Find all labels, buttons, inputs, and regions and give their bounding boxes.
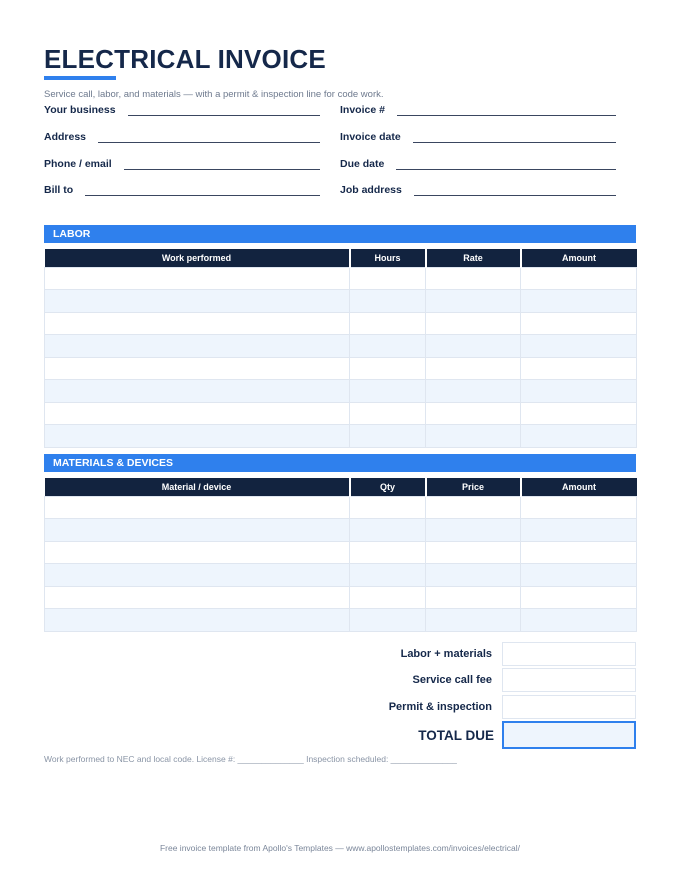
materials-cell[interactable]: [350, 519, 426, 542]
labor-cell[interactable]: [426, 425, 521, 448]
materials-cell[interactable]: [426, 609, 521, 632]
field-label: Job address: [340, 184, 402, 196]
field-your-business[interactable]: [44, 104, 320, 116]
field-line[interactable]: [98, 131, 320, 143]
labor-cell[interactable]: [350, 425, 426, 448]
summary-label: Service call fee: [412, 674, 492, 686]
column-header: Amount: [521, 478, 637, 496]
labor-cell[interactable]: [426, 357, 521, 380]
materials-cell[interactable]: [350, 564, 426, 587]
field-job-address[interactable]: [340, 184, 616, 196]
labor-cell[interactable]: [426, 380, 521, 403]
column-header: Price: [426, 478, 521, 496]
labor-header-row: [45, 249, 637, 267]
materials-cell[interactable]: [521, 541, 637, 564]
field-line[interactable]: [124, 158, 320, 170]
labor-cell[interactable]: [426, 402, 521, 425]
field-label: Invoice #: [340, 104, 385, 116]
materials-cell[interactable]: [426, 541, 521, 564]
field-label: Address: [44, 131, 87, 143]
materials-cell[interactable]: [521, 564, 637, 587]
labor-cell[interactable]: [350, 335, 426, 358]
labor-row: [45, 267, 637, 290]
materials-cell[interactable]: [350, 609, 426, 632]
labor-cell[interactable]: [45, 312, 350, 335]
field-line[interactable]: [128, 104, 320, 116]
labor-cell[interactable]: [521, 290, 637, 313]
materials-header-row: [45, 478, 637, 496]
labor-cell[interactable]: [45, 335, 350, 358]
field-line[interactable]: [85, 184, 320, 196]
template-credit: Free invoice template from Apollo's Templates — www.apollostemplates.com/invoices/electrical/: [159, 843, 521, 853]
labor-row: [45, 357, 637, 380]
summary-label: Labor + materials: [400, 648, 492, 660]
summary-labor-materials: [401, 642, 636, 666]
total-label: TOTAL DUE: [418, 727, 494, 743]
labor-cell[interactable]: [521, 357, 637, 380]
materials-row: [45, 519, 637, 542]
field-due-date[interactable]: [340, 158, 616, 170]
labor-cell[interactable]: [350, 290, 426, 313]
materials-cell[interactable]: [521, 519, 637, 542]
materials-cell[interactable]: [45, 609, 350, 632]
field-line[interactable]: [397, 104, 616, 116]
materials-cell[interactable]: [45, 564, 350, 587]
labor-row: [45, 335, 637, 358]
field-invoice-number[interactable]: [340, 104, 616, 116]
materials-cell[interactable]: [350, 496, 426, 519]
labor-cell[interactable]: [521, 402, 637, 425]
labor-cell[interactable]: [350, 380, 426, 403]
field-label: Invoice date: [340, 131, 401, 143]
materials-cell[interactable]: [426, 519, 521, 542]
page-title: ELECTRICAL INVOICE: [44, 44, 326, 74]
labor-table: [44, 249, 637, 448]
labor-cell[interactable]: [350, 402, 426, 425]
labor-section-header: LABOR: [44, 225, 636, 243]
field-address[interactable]: [44, 131, 320, 143]
summary-permit: [389, 695, 636, 719]
materials-row: [45, 564, 637, 587]
column-header: Qty: [350, 478, 426, 496]
column-header: Material / device: [45, 478, 350, 496]
materials-table: [44, 478, 637, 632]
labor-cell[interactable]: [45, 357, 350, 380]
labor-cell[interactable]: [350, 357, 426, 380]
footnote: Work performed to NEC and local code. License #: ______________ Inspection scheduled: ______________: [44, 754, 457, 764]
labor-row: [45, 425, 637, 448]
summary-value-box[interactable]: [502, 642, 636, 666]
labor-cell[interactable]: [350, 267, 426, 290]
summary-total: [418, 721, 636, 749]
materials-cell[interactable]: [426, 496, 521, 519]
summary-value-box[interactable]: [502, 668, 636, 692]
materials-cell[interactable]: [350, 586, 426, 609]
labor-row: [45, 290, 637, 313]
column-header: Work performed: [45, 249, 350, 267]
materials-row: [45, 496, 637, 519]
materials-cell[interactable]: [45, 586, 350, 609]
materials-row: [45, 609, 637, 632]
labor-cell[interactable]: [45, 267, 350, 290]
column-header: Amount: [521, 249, 637, 267]
field-label: Phone / email: [44, 158, 112, 170]
labor-cell[interactable]: [426, 290, 521, 313]
materials-cell[interactable]: [45, 519, 350, 542]
materials-cell[interactable]: [426, 586, 521, 609]
labor-cell[interactable]: [426, 267, 521, 290]
labor-cell[interactable]: [521, 425, 637, 448]
labor-cell[interactable]: [45, 290, 350, 313]
column-header: Rate: [426, 249, 521, 267]
labor-row: [45, 380, 637, 403]
materials-cell[interactable]: [521, 586, 637, 609]
field-line[interactable]: [414, 184, 616, 196]
summary-service-fee: [412, 668, 636, 692]
labor-cell[interactable]: [45, 425, 350, 448]
field-invoice-date[interactable]: [340, 131, 616, 143]
summary-value-box[interactable]: [502, 695, 636, 719]
materials-section-header: MATERIALS & DEVICES: [44, 454, 636, 472]
labor-cell[interactable]: [521, 312, 637, 335]
labor-cell[interactable]: [426, 335, 521, 358]
materials-row: [45, 541, 637, 564]
materials-cell[interactable]: [521, 609, 637, 632]
field-label: Bill to: [44, 184, 74, 196]
title-underline: [44, 76, 116, 80]
page-subtitle: Service call, labor, and materials — with a permit & inspection line for code work.: [44, 89, 384, 100]
labor-cell[interactable]: [521, 380, 637, 403]
field-label: Your business: [44, 104, 116, 116]
column-header: Hours: [350, 249, 426, 267]
total-value-box[interactable]: [502, 721, 636, 749]
field-line[interactable]: [413, 131, 616, 143]
labor-row: [45, 402, 637, 425]
materials-cell[interactable]: [521, 496, 637, 519]
labor-cell[interactable]: [45, 402, 350, 425]
labor-cell[interactable]: [521, 335, 637, 358]
field-line[interactable]: [396, 158, 616, 170]
materials-cell[interactable]: [45, 541, 350, 564]
materials-cell[interactable]: [45, 496, 350, 519]
materials-cell[interactable]: [350, 541, 426, 564]
materials-row: [45, 586, 637, 609]
materials-cell[interactable]: [426, 564, 521, 587]
field-phone-email[interactable]: [44, 158, 320, 170]
field-bill-to[interactable]: [44, 184, 320, 196]
labor-cell[interactable]: [426, 312, 521, 335]
labor-cell[interactable]: [45, 380, 350, 403]
labor-row: [45, 312, 637, 335]
labor-cell[interactable]: [350, 312, 426, 335]
summary-label: Permit & inspection: [388, 701, 492, 713]
labor-cell[interactable]: [521, 267, 637, 290]
field-label: Due date: [340, 158, 385, 170]
